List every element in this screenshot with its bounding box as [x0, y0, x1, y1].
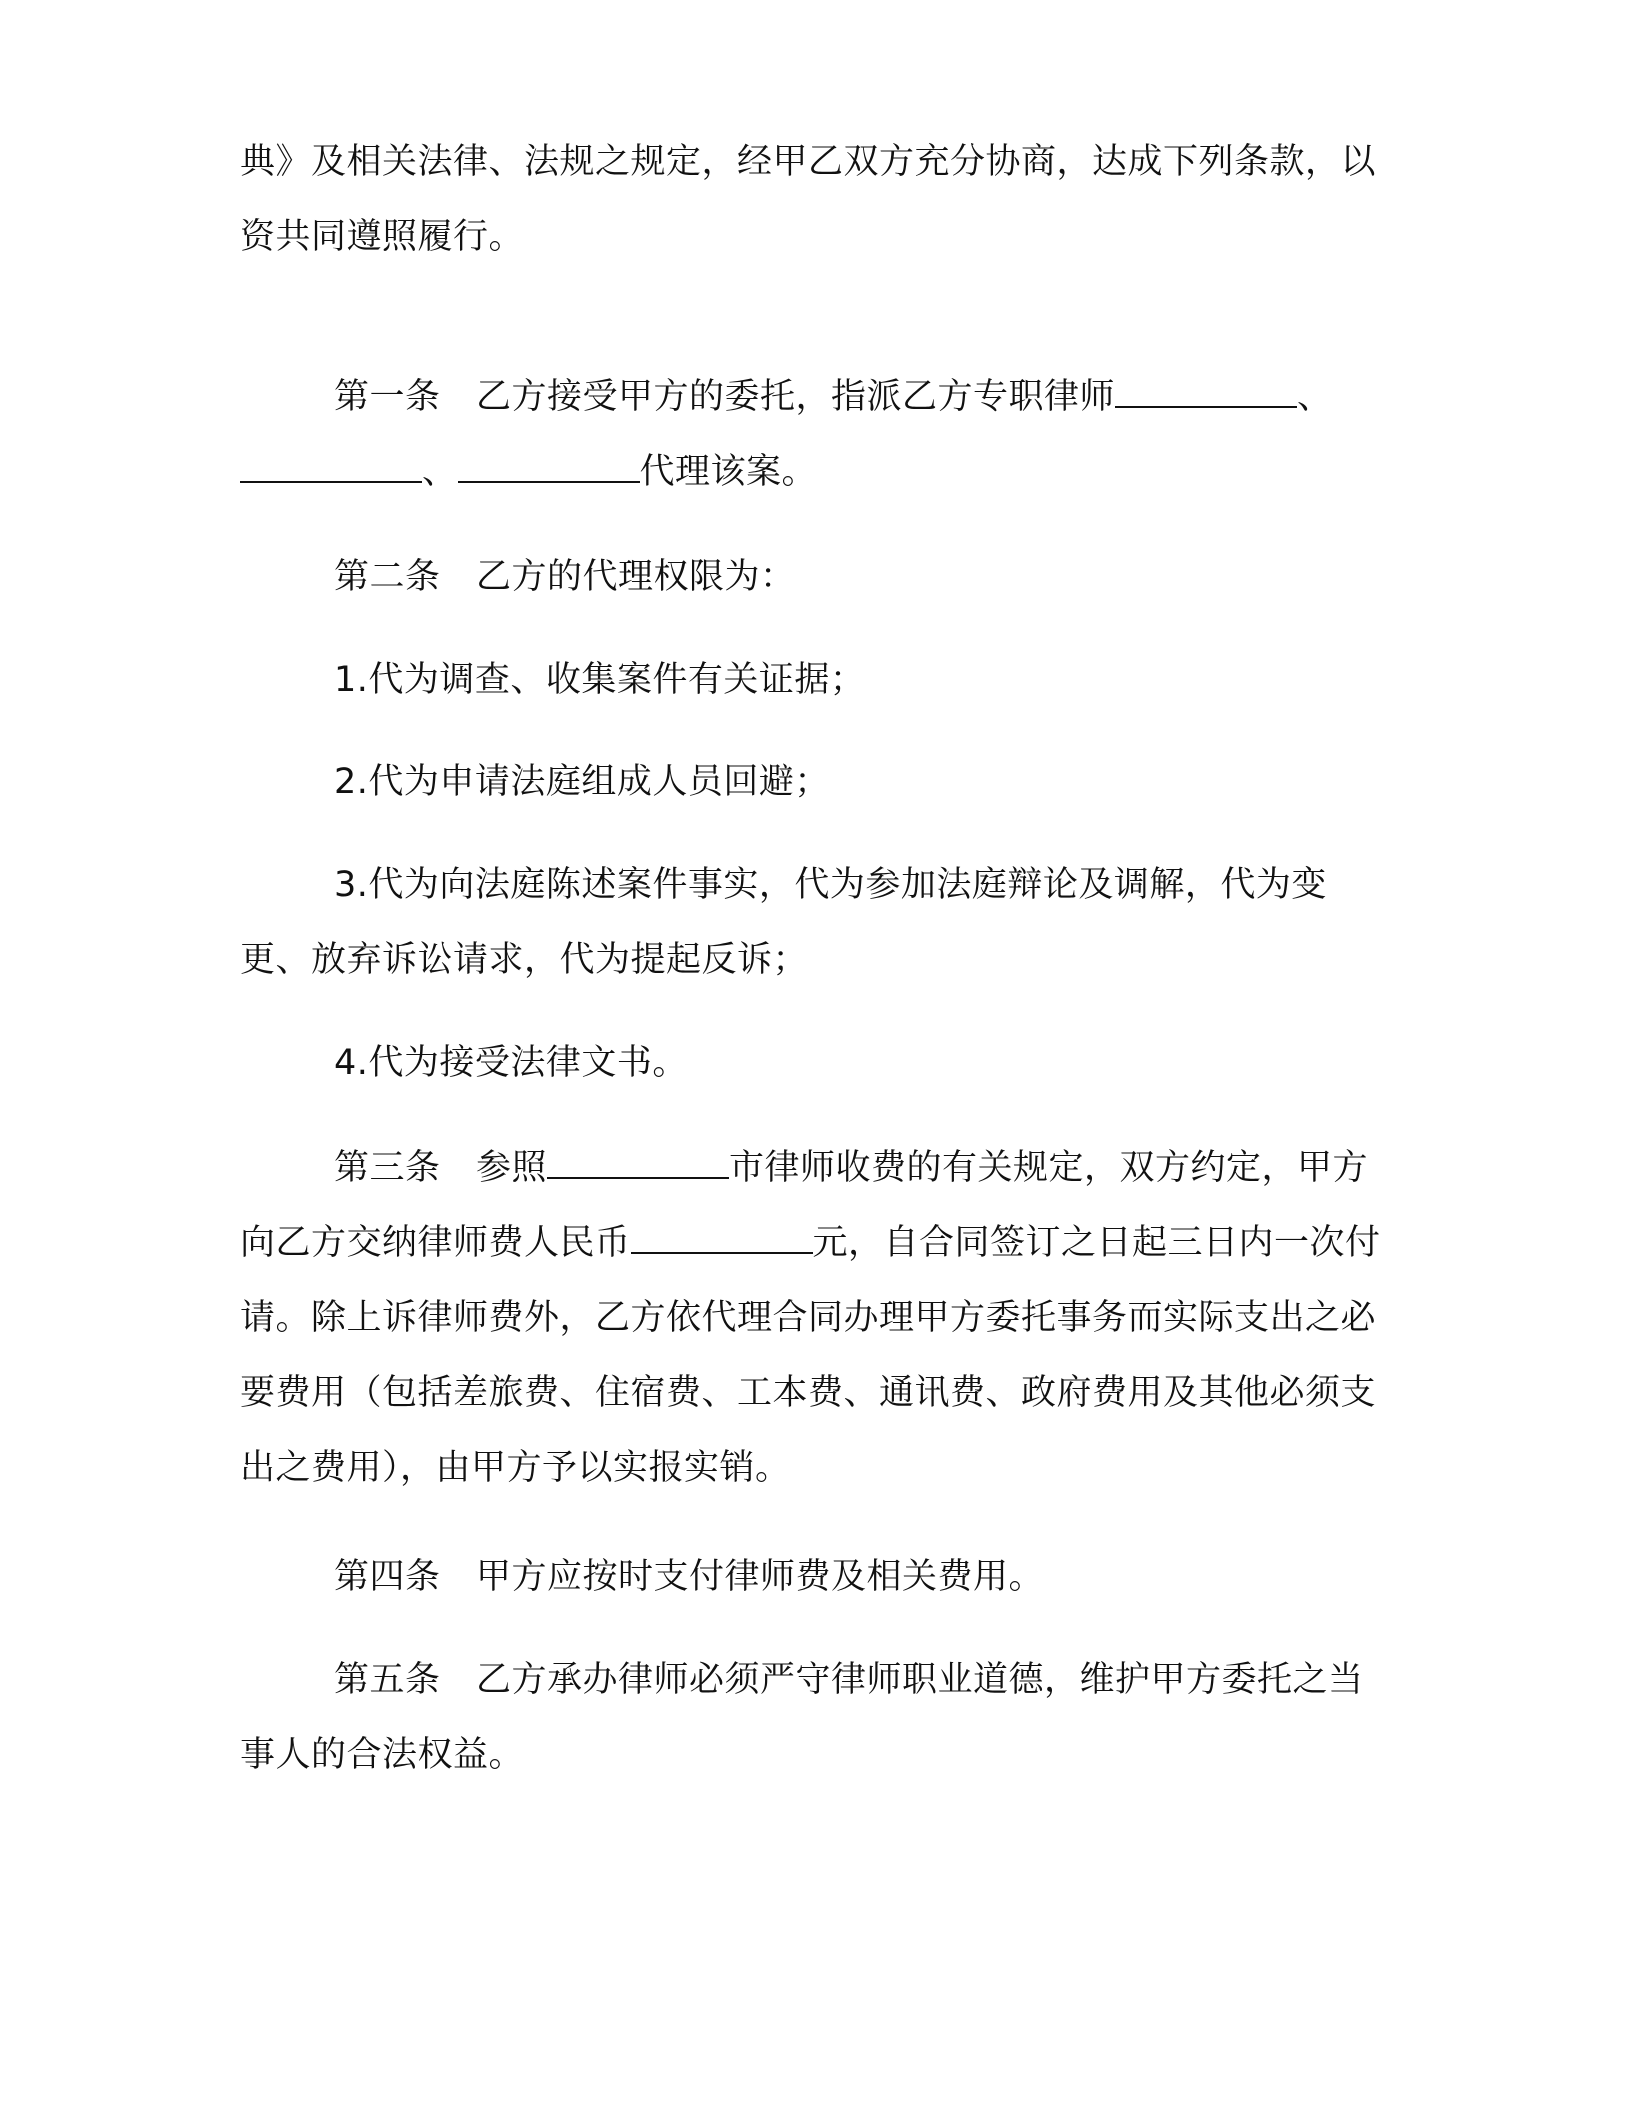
authority-item-1	[240, 643, 1388, 718]
article-3	[240, 1131, 1388, 1506]
article-1	[240, 360, 1388, 510]
city-blank[interactable]	[547, 1147, 729, 1179]
authority-item-4	[240, 1026, 1388, 1101]
authority-item-2	[240, 745, 1388, 820]
article-4	[240, 1540, 1388, 1615]
article-3-mid: 市律师收费的有关规定，双方约定，甲方向乙方交纳律师费人民币	[240, 1148, 1369, 1263]
fee-amount-blank[interactable]	[631, 1222, 813, 1254]
article-5	[240, 1643, 1388, 1793]
article-1-prefix: 第一条 乙方接受甲方的委托，指派乙方专职律师	[334, 377, 1116, 417]
lawyer-blank-3[interactable]	[458, 451, 640, 483]
article-1-sep-2: 、	[422, 452, 458, 492]
article-3-suffix: 元，自合同签订之日起三日内一次付请。除上诉律师费外，乙方依代理合同办理甲方委托事务而实际支出之必要费用（包括差旅费、住宿费、工本费、通讯费、政府费用及其他必须支出之费用），由甲方予以实报实销。	[240, 1223, 1381, 1488]
article-5-text: 第五条 乙方承办律师必须严守律师职业道德，维护甲方委托之当事人的合法权益。	[240, 1660, 1364, 1775]
authority-item-2-text: 2.代为申请法庭组成人员回避；	[334, 762, 830, 802]
lawyer-blank-2[interactable]	[240, 451, 422, 483]
article-1-sep-1: 、	[1297, 377, 1333, 417]
article-2	[240, 540, 1388, 615]
article-2-text: 第二条 乙方的代理权限为：	[334, 557, 796, 597]
article-1-suffix: 代理该案。	[639, 452, 818, 492]
article-3-prefix: 第三条 参照	[334, 1148, 548, 1188]
intro-text: 典》及相关法律、法规之规定，经甲乙双方充分协商，达成下列条款，以资共同遵照履行。	[240, 142, 1377, 257]
intro-paragraph	[240, 125, 1388, 275]
authority-item-1-text: 1.代为调查、收集案件有关证据；	[334, 660, 866, 700]
article-4-text: 第四条 甲方应按时支付律师费及相关费用。	[334, 1557, 1045, 1597]
authority-item-3	[240, 848, 1388, 998]
authority-item-3-text: 3.代为向法庭陈述案件事实，代为参加法庭辩论及调解，代为变更、放弃诉讼请求，代为提起反诉；	[240, 865, 1327, 980]
lawyer-blank-1[interactable]	[1115, 376, 1297, 408]
authority-item-4-text: 4.代为接受法律文书。	[334, 1043, 688, 1083]
